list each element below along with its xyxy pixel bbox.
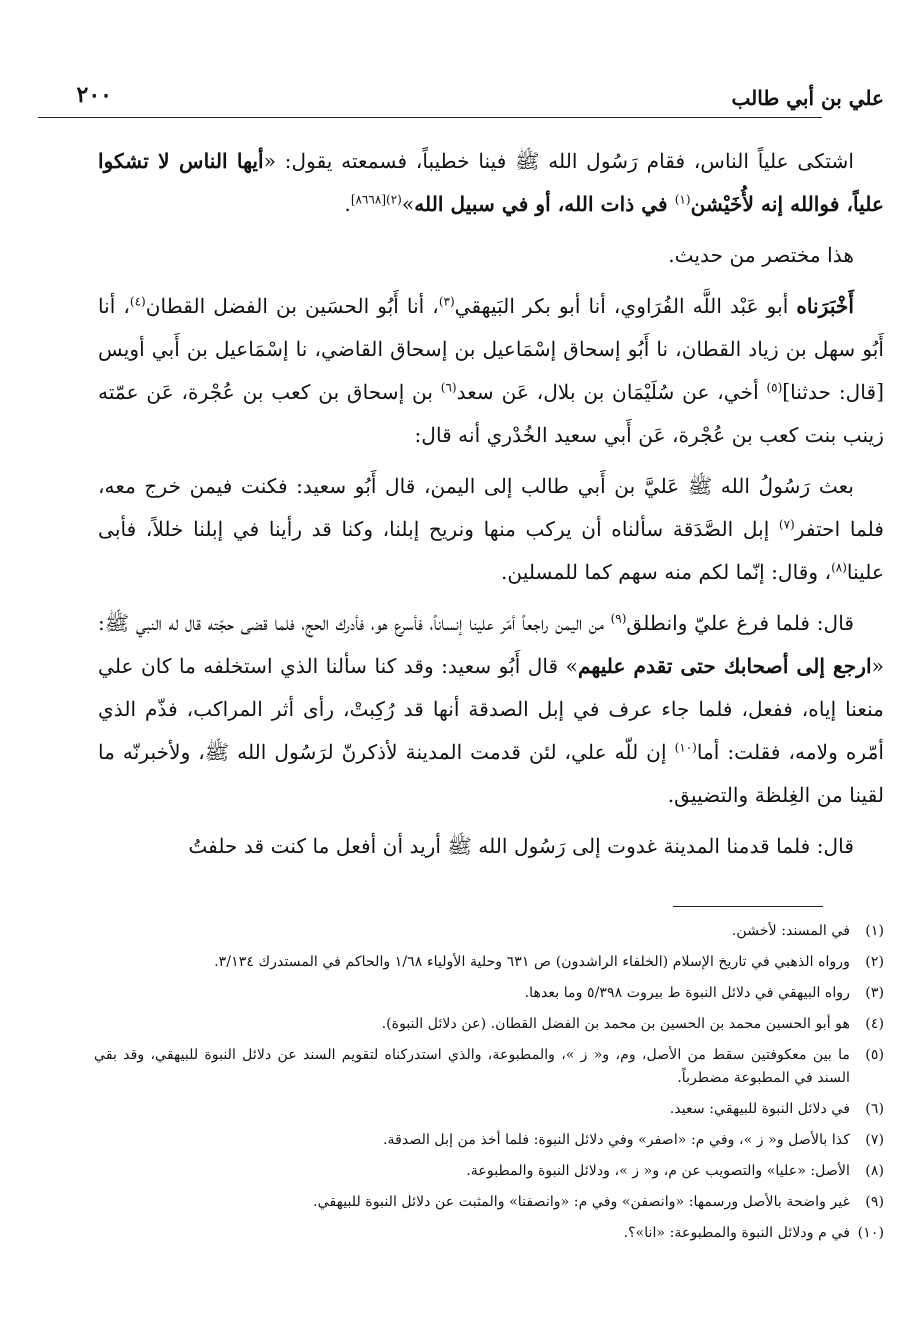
paragraph-3 — [98, 285, 884, 457]
footnote-text: ورواه الذهبي في تاريخ الإسلام (الخلفاء الراشدون) ص ٦٣١ وحلية الأولياء ١/٦٨ والحاكم في المستدرك ٣/١٣٤. — [214, 954, 850, 970]
footnote-ref: (٩) — [610, 611, 627, 626]
footnote-ref: (١٠) — [674, 740, 697, 755]
text-run: » قال أَبُو سعيد: وقد كنا سألنا الذي استخلفه ما كان علي منعنا إياه، ففعل، فلما جاء عرف في إبل الصدقة أنها قد رُكِبتْ، رأى أثر المراكب، فذّم الذي أمّره ولامه، فقلت: أما — [98, 654, 884, 764]
paragraph-5 — [98, 602, 884, 817]
footnote-ref: (٥) — [766, 380, 783, 395]
footnote — [94, 982, 884, 1005]
footnote-number: (٤) — [865, 1016, 884, 1032]
footnote-ref: (١) — [674, 192, 691, 207]
footnote — [94, 1044, 884, 1090]
main-text — [98, 140, 884, 868]
text-run: ، وقال: إنّما لكم منه سهم كما للمسلين. — [500, 560, 832, 584]
running-title: علي بن أبي طالب — [731, 86, 884, 110]
footnote-number: (٨) — [865, 1163, 884, 1179]
footnote-text: رواه البيهقي في دلائل النبوة ط بيروت ٥/٣٩٨ وما بعدها. — [524, 985, 850, 1001]
footnote-number: (٦) — [865, 1101, 884, 1117]
footnote-number: (٢) — [865, 954, 884, 970]
footnote-text: ما بين معكوفتين سقط من الأصل، وم، و« ز »، والمطبوعة، والذي استدركناه لتقويم السند عن دلائل النبوة للبيهقي، وقد بقي السند في المطبوعة مضطرباً. — [94, 1047, 850, 1086]
footnote — [94, 1098, 884, 1121]
footnote-text: في دلائل النبوة للبيهقي: سعيد. — [669, 1101, 850, 1117]
text-run: بعث رَسُولُ الله ﷺ عَليَّ بن أَبي طالب إلى اليمن، قال أَبُو سعيد: فكنت فيمن خرج معه، فلما احتفر — [98, 474, 884, 541]
paragraph-4 — [98, 465, 884, 594]
footnote — [94, 1129, 884, 1152]
text-run: إبل الصَّدَقة سألناه أن يركب منها ونريح إبلنا، وكنا قد رأينا في إبلنا خللاً، فأبى علينا — [98, 517, 884, 584]
footnote-ref: (٧) — [778, 517, 795, 532]
paragraph-6: قال: فلما قدمنا المدينة غدوت إلى رَسُول الله ﷺ أريد أن أفعل ما كنت قد حلفتُ — [188, 834, 854, 858]
text-run: ، أنا أَبُو الحسَين بن الفضل القطان — [145, 294, 439, 318]
text-run: إن للّه علي، لئن قدمت المدينة لأذكرنّ لرَسُول الله ﷺ، ولأخبرنّه ما لقينا من الغِلظة والتضييق. — [98, 740, 884, 807]
footnote — [94, 920, 884, 943]
footnote-number: (١) — [865, 923, 884, 939]
text-run: قال: فلما فرغ عليّ وانطلق — [626, 611, 854, 635]
footnote-text: هو أبو الحسين محمد بن الحسين بن محمد بن الفضل القطان. (عن دلائل النبوة). — [381, 1016, 850, 1032]
text-run: أبو عَبْد اللَّه الفُرَاوي، أنا أبو بكر البَيهقي — [454, 294, 797, 318]
footnote — [94, 1191, 884, 1214]
page-number: ٢٠٠ — [76, 82, 112, 108]
footnote-number: (٥) — [865, 1047, 884, 1063]
paragraph-1 — [98, 140, 884, 226]
footnote-number: (٧) — [865, 1132, 884, 1148]
text-run: بن إسحاق بن كعب بن عُجْرة، عَن عمّته زينب بنت كعب بن عُجْرة، عَن أَبي سعيد الخُدْري أنه قال: — [98, 380, 884, 447]
footnote — [94, 1160, 884, 1183]
bold-hadith-text: ارجع إلى أصحابك حتى تقدم عليهم — [577, 654, 872, 678]
text-run: من اليمن راجعاً أمّر علينا إنساناً، فأسرع هو، فأدرك الحج، فلما قضى حجّته قال له النبي ﷺ: « — [98, 611, 884, 678]
footnote — [94, 1222, 884, 1245]
footnotes — [94, 920, 884, 1253]
footnote-text: الأصل: «عليا» والتصويب عن م، و« ز »، ودلائل النبوة والمطبوعة. — [466, 1163, 850, 1179]
footnote-ref: (٦) — [440, 380, 457, 395]
bold-isnad-keyword: أَخْبَرَناه — [796, 294, 854, 318]
footnote-ref: (٢)[٨٦٦٨] — [350, 192, 402, 207]
footnote-text: غير واضحة بالأصل ورسمها: «وانصفن» وفي م: «وانصفنا» والمثبت عن دلائل النبوة للبيهقي. — [313, 1194, 850, 1210]
footnote-ref: (٨) — [831, 560, 847, 575]
footnote-ref: (٤) — [129, 294, 146, 309]
text-run: أخي، عن سُلَيْمَان بن بلال، عَن سعد — [456, 380, 767, 404]
paragraph-2: هذا مختصر من حديث. — [668, 243, 854, 267]
footnote-text: في المسند: لأخشن. — [731, 923, 850, 939]
footnote — [94, 951, 884, 974]
bold-hadith-text: في ذات الله، أو في سبيل الله — [414, 192, 675, 216]
footnote-number: (٩) — [865, 1194, 884, 1210]
bold-hadith-text: أيها الناس لا تشكوا علياً، فوالله إنه لأُخَيْشن — [98, 149, 884, 216]
footnote-rule — [673, 906, 823, 907]
footnote-text: كذا بالأصل و« ز »، وفي م: «اصفر» وفي دلائل النبوة: فلما أخذ من إبل الصدقة. — [382, 1132, 850, 1148]
footnote-number: (١٠) — [857, 1225, 884, 1241]
text-run: ، أنا أَبُو سهل بن زياد القطان، نا أَبُو إسحاق إسْمَاعيل بن إسحاق القاضي، نا إسْمَاعيل بن أَبي أويس [قال: حدثنا] — [98, 294, 884, 404]
footnote-number: (٣) — [865, 985, 884, 1001]
text-run: . — [344, 192, 351, 216]
footnote-ref: (٣) — [438, 294, 455, 309]
text-run: اشتكى علياً الناس، فقام رَسُول الله ﷺ فينا خطيباً، فسمعته يقول: « — [263, 149, 855, 173]
text-run: » — [401, 192, 415, 216]
header-rule — [38, 117, 822, 118]
footnote — [94, 1013, 884, 1036]
footnote-text: في م ودلائل النبوة والمطبوعة: «انا»؟. — [623, 1225, 850, 1241]
